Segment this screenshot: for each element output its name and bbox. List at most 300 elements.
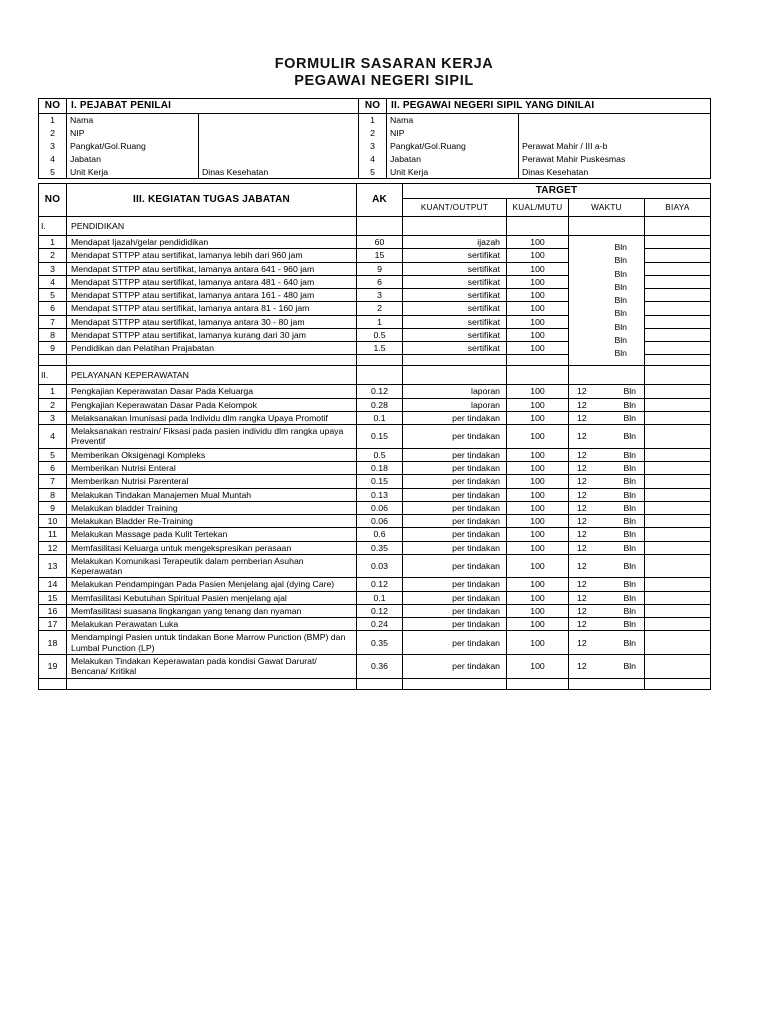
row-no: 2 [39,249,67,262]
row-waktu-unit: Bln [623,502,636,513]
spacer-activity [67,355,357,366]
row-kuant-output: sertifikat [403,289,507,302]
row-waktu [569,654,645,678]
row-ak: 0.1 [357,591,403,604]
row-ak: 0.5 [357,328,403,341]
row-activity: Memberikan Oksigenagi Kompleks [67,448,357,461]
spacer-kuant [403,678,507,689]
row-waktu-unit: Bln [614,348,627,359]
row-activity: Mendapat STTPP atau sertifikat, lamanya antara 641 - 960 jam [67,262,357,275]
section-roman: II. [39,366,67,385]
identity-header-table [38,98,711,179]
row-biaya[interactable] [645,488,711,501]
header-activity: III. KEGIATAN TUGAS JABATAN [67,184,357,217]
row-kuant-output: laporan [403,385,507,398]
row-kuant-output: per tindakan [403,501,507,514]
row-waktu-unit: Bln [614,242,627,253]
table-row [39,541,711,554]
row-kuant-output: per tindakan [403,618,507,631]
row-kuant-output: per tindakan [403,591,507,604]
row-waktu [569,425,645,449]
row-waktu-number: 12 [577,560,587,571]
row-waktu [569,488,645,501]
row-ak: 15 [357,249,403,262]
row-waktu-unit: Bln [623,399,636,410]
row-activity: Pengkajian Keperawatan Dasar Pada Kelompok [67,398,357,411]
row-waktu-unit: Bln [623,431,636,442]
table-row [39,631,711,655]
left-row-label: Pangkat/Gol.Ruang [67,140,199,153]
left-row-no: 2 [39,127,67,140]
row-no: 6 [39,462,67,475]
row-biaya[interactable] [645,315,711,328]
row-waktu-number: 12 [577,516,587,527]
row-waktu-unit: Bln [623,449,636,460]
row-waktu [569,541,645,554]
spacer-biaya [645,355,711,366]
row-ak: 0.06 [357,515,403,528]
spacer-no [39,678,67,689]
row-activity: Melakukan Tindakan Manajemen Mual Muntah [67,488,357,501]
row-no: 18 [39,631,67,655]
table-row [39,515,711,528]
row-kual-mutu: 100 [507,411,569,424]
row-kuant-output: per tindakan [403,578,507,591]
section-kual-cell [507,366,569,385]
row-ak: 0.15 [357,425,403,449]
row-waktu-unit: Bln [614,295,627,306]
table-row [39,425,711,449]
row-activity: Pengkajian Keperawatan Dasar Pada Keluarga [67,385,357,398]
left-row-value[interactable] [199,114,359,127]
row-biaya[interactable] [645,618,711,631]
row-activity: Pendidikan dan Pelatihan Prajabatan [67,342,357,355]
row-ak: 0.35 [357,631,403,655]
left-row-label: Jabatan [67,153,199,166]
identity-row [39,166,711,179]
row-activity: Melakukan Komunikasi Terapeutik dalam pemberian Asuhan Keperawatan [67,554,357,578]
row-waktu-unit: Bln [614,268,627,279]
row-ak: 0.03 [357,554,403,578]
row-kuant-output: sertifikat [403,275,507,288]
row-kuant-output: per tindakan [403,528,507,541]
table-row [39,448,711,461]
identity-row [39,140,711,153]
header-waktu: WAKTU [569,199,645,217]
row-kual-mutu: 100 [507,515,569,528]
row-activity: Melakukan Perawatan Luka [67,618,357,631]
row-activity: Mendampingi Pasien untuk tindakan Bone Marrow Punction (BMP) dan Lumbal Punction (LP) [67,631,357,655]
row-waktu-unit: Bln [614,334,627,345]
row-biaya[interactable] [645,398,711,411]
row-biaya[interactable] [645,591,711,604]
row-waktu-unit: Bln [614,255,627,266]
left-row-no: 4 [39,153,67,166]
row-ak: 0.28 [357,398,403,411]
spacer-waktu [569,678,645,689]
left-section-title: I. PEJABAT PENILAI [67,99,359,114]
identity-row [39,127,711,140]
row-ak: 0.15 [357,475,403,488]
row-activity: Mendapat STTPP atau sertifikat, lamanya kurang dari 30 jam [67,328,357,341]
row-waktu [569,462,645,475]
row-no: 4 [39,275,67,288]
row-ak: 0.18 [357,462,403,475]
row-waktu [569,578,645,591]
row-biaya[interactable] [645,262,711,275]
spacer-activity [67,678,357,689]
row-biaya[interactable] [645,425,711,449]
row-kuant-output: sertifikat [403,249,507,262]
row-kuant-output: sertifikat [403,302,507,315]
spacer-kual [507,678,569,689]
row-ak: 0.12 [357,604,403,617]
row-ak: 0.36 [357,654,403,678]
row-biaya[interactable] [645,275,711,288]
row-ak: 0.5 [357,448,403,461]
row-no: 3 [39,262,67,275]
row-ak: 0.12 [357,385,403,398]
left-no-header: NO [39,99,67,114]
row-kual-mutu: 100 [507,249,569,262]
table-row [39,236,711,249]
row-waktu [569,501,645,514]
row-ak: 6 [357,275,403,288]
row-biaya[interactable] [645,631,711,655]
column-header-row-1 [39,184,711,199]
left-row-label: Unit Kerja [67,166,199,179]
row-waktu-number: 12 [577,431,587,442]
table-row [39,501,711,514]
section-biaya-cell [645,366,711,385]
row-waktu-unit: Bln [623,637,636,648]
page-title [38,0,730,90]
row-biaya[interactable] [645,578,711,591]
spacer-ak [357,678,403,689]
row-waktu-number: 12 [577,502,587,513]
section-name: PENDIDIKAN [67,217,357,236]
row-activity: Memberikan Nutrisi Enteral [67,462,357,475]
row-no: 13 [39,554,67,578]
row-waktu-number: 12 [577,661,587,672]
row-biaya[interactable] [645,501,711,514]
identity-header-row [39,99,711,114]
row-activity: Melakukan bladder Training [67,501,357,514]
row-biaya[interactable] [645,289,711,302]
header-kual-mutu: KUAL/MUTU [507,199,569,217]
right-row-label: Nama [387,114,519,127]
row-waktu-unit: Bln [614,308,627,319]
row-kuant-output: ijazah [403,236,507,249]
row-kuant-output: per tindakan [403,515,507,528]
row-kuant-output: per tindakan [403,631,507,655]
activity-table [38,183,711,689]
right-no-header: NO [359,99,387,114]
row-activity: Melakukan Pendampingan Pada Pasien Menjelang ajal (dying Care) [67,578,357,591]
right-row-label: Jabatan [387,153,519,166]
row-kual-mutu: 100 [507,578,569,591]
row-kuant-output: sertifikat [403,342,507,355]
row-biaya[interactable] [645,528,711,541]
row-no: 6 [39,302,67,315]
section-kuant-cell [403,366,507,385]
table-row [39,604,711,617]
row-waktu [569,554,645,578]
row-kuant-output: per tindakan [403,604,507,617]
row-waktu [569,618,645,631]
left-row-label: NIP [67,127,199,140]
row-ak: 3 [357,289,403,302]
row-biaya[interactable] [645,462,711,475]
row-waktu-unit: Bln [614,281,627,292]
row-biaya[interactable] [645,541,711,554]
row-ak: 0.06 [357,501,403,514]
row-biaya[interactable] [645,249,711,262]
row-waktu-number: 12 [577,592,587,603]
row-kual-mutu: 100 [507,398,569,411]
table-row [39,554,711,578]
row-kual-mutu: 100 [507,604,569,617]
right-row-no: 4 [359,153,387,166]
row-ak: 0.35 [357,541,403,554]
row-activity: Melakukan Tindakan Keperawatan pada kondisi Gawat Darurat/ Bencana/ Kritikal [67,654,357,678]
right-row-label: NIP [387,127,519,140]
row-waktu-unit: Bln [623,605,636,616]
row-kuant-output: per tindakan [403,554,507,578]
header-biaya: BIAYA [645,199,711,217]
row-kual-mutu: 100 [507,528,569,541]
row-kual-mutu: 100 [507,488,569,501]
left-row-value[interactable] [199,153,359,166]
row-no: 7 [39,475,67,488]
row-kuant-output: sertifikat [403,262,507,275]
row-kual-mutu: 100 [507,236,569,249]
spacer-kual [507,355,569,366]
table-row [39,578,711,591]
row-kual-mutu: 100 [507,328,569,341]
table-row [39,475,711,488]
right-row-no: 5 [359,166,387,179]
section-kuant-cell [403,217,507,236]
row-no: 16 [39,604,67,617]
left-row-value[interactable] [199,140,359,153]
header-no: NO [39,184,67,217]
row-waktu-unit: Bln [614,321,627,332]
row-kuant-output: sertifikat [403,315,507,328]
row-activity: Mendapat Ijazah/gelar pendididikan [67,236,357,249]
row-no: 9 [39,342,67,355]
left-row-no: 5 [39,166,67,179]
row-no: 2 [39,398,67,411]
row-kual-mutu: 100 [507,262,569,275]
row-ak: 0.12 [357,578,403,591]
right-row-value[interactable]: Perawat Mahir / III a-b [519,140,711,153]
row-kual-mutu: 100 [507,541,569,554]
row-waktu [569,591,645,604]
row-ak: 0.24 [357,618,403,631]
row-kuant-output: laporan [403,398,507,411]
row-waktu [569,448,645,461]
right-row-no: 2 [359,127,387,140]
row-biaya[interactable] [645,654,711,678]
identity-row [39,153,711,166]
section-biaya-cell [645,217,711,236]
right-section-title: II. PEGAWAI NEGERI SIPIL YANG DINILAI [387,99,711,114]
row-waktu [569,515,645,528]
row-activity: Melakukan Bladder Re-Training [67,515,357,528]
row-waktu [569,398,645,411]
table-row [39,411,711,424]
row-biaya[interactable] [645,554,711,578]
section-kual-cell [507,217,569,236]
spacer-ak [357,355,403,366]
table-row [39,462,711,475]
row-activity: Memfasilitasi suasana lingkangan yang tenang dan nyaman [67,604,357,617]
right-row-value[interactable] [519,127,711,140]
row-waktu [569,411,645,424]
row-kuant-output: sertifikat [403,328,507,341]
right-row-no: 3 [359,140,387,153]
row-kual-mutu: 100 [507,475,569,488]
row-kuant-output: per tindakan [403,475,507,488]
row-kual-mutu: 100 [507,425,569,449]
row-ak: 1.5 [357,342,403,355]
row-kuant-output: per tindakan [403,654,507,678]
row-kual-mutu: 100 [507,591,569,604]
row-no: 8 [39,488,67,501]
row-biaya[interactable] [645,515,711,528]
spacer-biaya [645,678,711,689]
row-kual-mutu: 100 [507,462,569,475]
row-no: 1 [39,236,67,249]
row-biaya[interactable] [645,236,711,249]
row-kuant-output: per tindakan [403,425,507,449]
row-kual-mutu: 100 [507,302,569,315]
row-waktu-number: 12 [577,386,587,397]
row-no: 5 [39,289,67,302]
right-row-value[interactable]: Dinas Kesehatan [519,166,711,179]
row-waktu-number: 12 [577,449,587,460]
row-waktu-number: 12 [577,489,587,500]
row-ak: 0.1 [357,411,403,424]
row-ak: 2 [357,302,403,315]
row-waktu-unit: Bln [623,661,636,672]
row-waktu [569,604,645,617]
row-waktu-unit: Bln [623,489,636,500]
row-biaya[interactable] [645,342,711,355]
spacer-no [39,355,67,366]
row-activity: Melaksanakan Imunisasi pada Individu dlm rangka Upaya Promotif [67,411,357,424]
row-waktu-unit: Bln [623,412,636,423]
right-row-value[interactable] [519,114,711,127]
row-waktu-number: 12 [577,476,587,487]
row-waktu-unit: Bln [623,516,636,527]
row-ak: 9 [357,262,403,275]
left-row-no: 1 [39,114,67,127]
row-activity: Mendapat STTPP atau sertifikat, lamanya antara 161 - 480 jam [67,289,357,302]
section-header-row [39,217,711,236]
row-waktu-number: 12 [577,542,587,553]
row-no: 15 [39,591,67,604]
row-waktu-unit: Bln [623,592,636,603]
row-no: 4 [39,425,67,449]
row-waktu-number: 12 [577,619,587,630]
row-kuant-output: per tindakan [403,448,507,461]
table-row [39,488,711,501]
right-row-label: Unit Kerja [387,166,519,179]
row-activity: Melaksanakan restrain/ Fiksasi pada pasien individu dlm rangka upaya Preventif [67,425,357,449]
row-activity: Mendapat STTPP atau sertifikat, lamanya antara 481 - 640 jam [67,275,357,288]
row-no: 14 [39,578,67,591]
page-title-line-2: PEGAWAI NEGERI SIPIL [294,73,474,90]
row-kuant-output: per tindakan [403,488,507,501]
row-waktu-merged [569,236,645,366]
row-waktu [569,385,645,398]
row-waktu-unit: Bln [623,476,636,487]
spacer-kuant [403,355,507,366]
row-kual-mutu: 100 [507,654,569,678]
section-ak-cell [357,217,403,236]
header-ak: AK [357,184,403,217]
row-biaya[interactable] [645,475,711,488]
row-biaya[interactable] [645,411,711,424]
row-waktu-number: 12 [577,637,587,648]
row-biaya[interactable] [645,385,711,398]
row-activity: Memfasilitasi Keluarga untuk mengekspresikan perasaan [67,541,357,554]
row-kual-mutu: 100 [507,342,569,355]
page-title-line-1: FORMULIR SASARAN KERJA [274,56,494,72]
row-waktu-unit: Bln [623,386,636,397]
table-row [39,654,711,678]
row-kuant-output: per tindakan [403,462,507,475]
section-header-row [39,366,711,385]
left-row-label: Nama [67,114,199,127]
row-no: 9 [39,501,67,514]
row-waktu-number: 12 [577,605,587,616]
left-row-value[interactable] [199,127,359,140]
row-waktu [569,475,645,488]
row-waktu-number: 12 [577,463,587,473]
row-no: 19 [39,654,67,678]
row-activity: Memberikan Nutrisi Parenteral [67,475,357,488]
row-waktu [569,528,645,541]
row-waktu-unit: Bln [623,619,636,630]
row-kual-mutu: 100 [507,501,569,514]
section-waktu-cell [569,217,645,236]
row-no: 1 [39,385,67,398]
left-row-value[interactable]: Dinas Kesehatan [199,166,359,179]
row-kual-mutu: 100 [507,385,569,398]
row-kual-mutu: 100 [507,275,569,288]
row-no: 5 [39,448,67,461]
row-biaya[interactable] [645,604,711,617]
row-no: 17 [39,618,67,631]
row-waktu-unit: Bln [623,542,636,553]
row-activity: Mendapat STTPP atau sertifikat, lamanya antara 30 - 80 jam [67,315,357,328]
row-no: 7 [39,315,67,328]
table-row [39,591,711,604]
table-row [39,398,711,411]
row-biaya[interactable] [645,302,711,315]
section-roman: I. [39,217,67,236]
right-row-value[interactable]: Perawat Mahir Puskesmas [519,153,711,166]
row-biaya[interactable] [645,328,711,341]
row-activity: Mendapat STTPP atau sertifikat, lamanya antara 81 - 160 jam [67,302,357,315]
row-biaya[interactable] [645,448,711,461]
left-row-no: 3 [39,140,67,153]
row-waktu-number: 12 [577,412,587,423]
row-activity: Mendapat STTPP atau sertifikat, lamanya lebih dari 960 jam [67,249,357,262]
